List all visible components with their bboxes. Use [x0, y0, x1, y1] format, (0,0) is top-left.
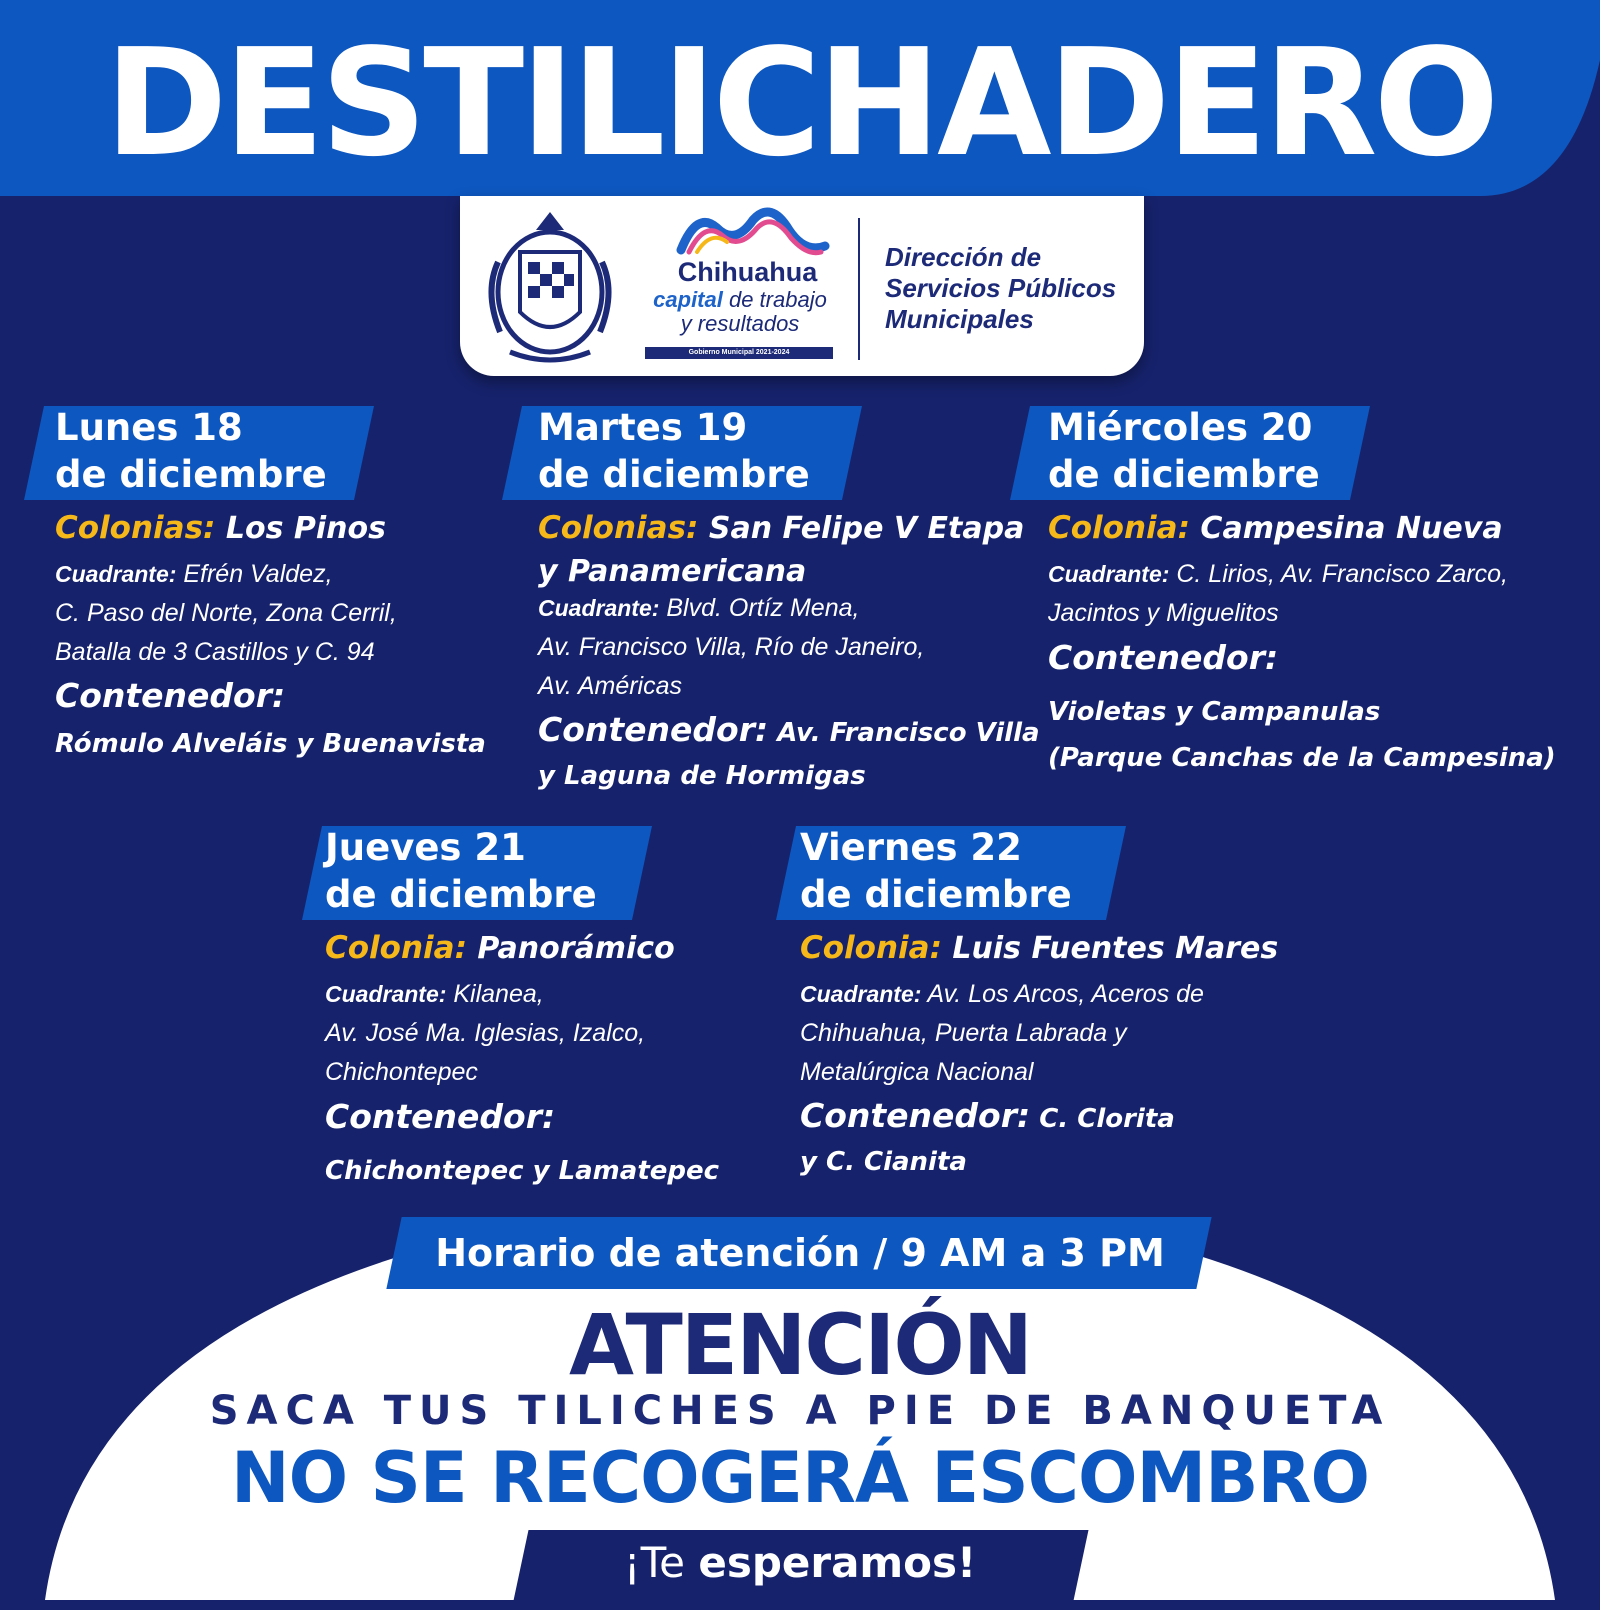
colonia-value: Los Pinos — [215, 511, 387, 546]
colonia-value: Luis Fuentes Mares — [941, 931, 1279, 966]
day-name: Viernes 22 — [800, 826, 1022, 869]
colonia-value: Panorámico — [466, 931, 675, 966]
contenedor-value-line: (Parque Canchas de la Campesina) — [1048, 743, 1556, 773]
schedule-block-lunes — [55, 506, 486, 762]
closing-bold: esperamos! — [698, 1538, 977, 1587]
cuadrante-line: Batalla de 3 Castillos y C. 94 — [55, 638, 375, 666]
day-name: Martes 19 — [538, 406, 748, 449]
cuadrante-value: C. Lirios, Av. Francisco Zarco, — [1169, 560, 1508, 588]
cuadrante-label: Cuadrante: — [325, 981, 447, 1007]
day-name: Jueves 21 — [325, 826, 526, 869]
department-line: Municipales — [885, 304, 1034, 334]
contenedor-value: C. Clorita — [1030, 1104, 1175, 1134]
day-name: Miércoles 20 — [1048, 406, 1313, 449]
cuadrante-value: Av. Los Arcos, Aceros de — [921, 980, 1204, 1008]
colonia-value: San Felipe V Etapa — [698, 511, 1025, 546]
contenedor-label: Contenedor: — [1048, 638, 1279, 677]
brand-tagline-accent: capital — [653, 287, 723, 312]
day-heading-lunes — [55, 404, 327, 498]
page-title: DESTILICHADERO — [104, 17, 1496, 189]
colonia-value-line: y Panamericana — [538, 554, 807, 589]
cuadrante-value: Blvd. Ortíz Mena, — [659, 594, 860, 622]
brand-wave-icon — [675, 206, 835, 256]
city-crest-icon — [480, 202, 620, 370]
cuadrante-line: Av. Francisco Villa, Río de Janeiro, — [538, 633, 925, 661]
cuadrante-line: Av. José Ma. Iglesias, Izalco, — [325, 1019, 646, 1047]
colonia-value: Campesina Nueva — [1189, 511, 1503, 546]
closing-prefix: ¡Te — [623, 1538, 699, 1587]
day-month: de diciembre — [800, 873, 1072, 916]
contenedor-value: Violetas y Campanulas — [1048, 697, 1381, 727]
contenedor-label: Contenedor: — [538, 710, 769, 749]
day-month: de diciembre — [538, 453, 810, 496]
title-banner — [0, 0, 1600, 196]
schedule-block-viernes — [800, 926, 1278, 1178]
day-month: de diciembre — [1048, 453, 1320, 496]
brand-tagline-rest: de trabajo — [722, 287, 827, 312]
contenedor-value-line: y C. Cianita — [800, 1147, 967, 1177]
cuadrante-line: Jacintos y Miguelitos — [1048, 599, 1279, 627]
department-name — [885, 242, 1135, 335]
schedule-block-miercoles — [1048, 506, 1556, 781]
brand-tagline-line2: y resultados — [680, 311, 800, 336]
instruction-text: SACA TUS TILICHES A PIE DE BANQUETA — [209, 1388, 1391, 1434]
contenedor-label: Contenedor: — [800, 1096, 1031, 1135]
cuadrante-line: Metalúrgica Nacional — [800, 1058, 1034, 1086]
contenedor-value: Av. Francisco Villa — [768, 718, 1040, 748]
department-line: Dirección de — [885, 242, 1042, 272]
card-divider — [858, 218, 860, 360]
cuadrante-label: Cuadrante: — [800, 981, 922, 1007]
cuadrante-line: Av. Américas — [538, 672, 683, 700]
brand-tagline — [630, 288, 850, 336]
day-name: Lunes 18 — [55, 406, 243, 449]
cuadrante-value: Efrén Valdez, — [176, 560, 333, 588]
contenedor-value: Chichontepec y Lamatepec — [325, 1156, 720, 1186]
colonia-label: Colonias: — [55, 510, 216, 546]
cuadrante-label: Cuadrante: — [55, 561, 177, 587]
cuadrante-line: Chichontepec — [325, 1058, 478, 1086]
cuadrante-line: Chihuahua, Puerta Labrada y — [800, 1019, 1127, 1047]
hours-text: Horario de atención / 9 AM a 3 PM — [435, 1231, 1165, 1275]
contenedor-label: Contenedor: — [325, 1097, 556, 1136]
cuadrante-label: Cuadrante: — [538, 595, 660, 621]
contenedor-value: Rómulo Alveláis y Buenavista — [55, 729, 486, 759]
day-heading-jueves — [325, 824, 597, 918]
day-heading-viernes — [800, 824, 1072, 918]
colonia-label: Colonia: — [800, 930, 942, 966]
closing-text — [500, 1532, 1100, 1594]
attention-heading: ATENCIÓN — [568, 1296, 1032, 1394]
cuadrante-value: Kilanea, — [446, 980, 544, 1008]
day-heading-martes — [538, 404, 810, 498]
colonia-label: Colonia: — [1048, 510, 1190, 546]
cuadrante-label: Cuadrante: — [1048, 561, 1170, 587]
colonia-label: Colonia: — [325, 930, 467, 966]
schedule-block-jueves — [325, 926, 719, 1194]
day-month: de diciembre — [325, 873, 597, 916]
day-heading-miercoles — [1048, 404, 1320, 498]
schedule-block-martes — [538, 506, 1040, 792]
warning-text: NO SE RECOGERÁ ESCOMBRO — [231, 1437, 1369, 1519]
government-period: Gobierno Municipal 2021-2024 — [645, 347, 833, 359]
day-month: de diciembre — [55, 453, 327, 496]
colonia-label: Colonias: — [538, 510, 699, 546]
department-line: Servicios Públicos — [885, 273, 1117, 303]
brand-name: Chihuahua — [677, 257, 818, 287]
logo-card — [460, 196, 1144, 376]
contenedor-value-line: y Laguna de Hormigas — [538, 761, 866, 791]
cuadrante-line: C. Paso del Norte, Zona Cerril, — [55, 599, 397, 627]
contenedor-label: Contenedor: — [55, 676, 286, 715]
